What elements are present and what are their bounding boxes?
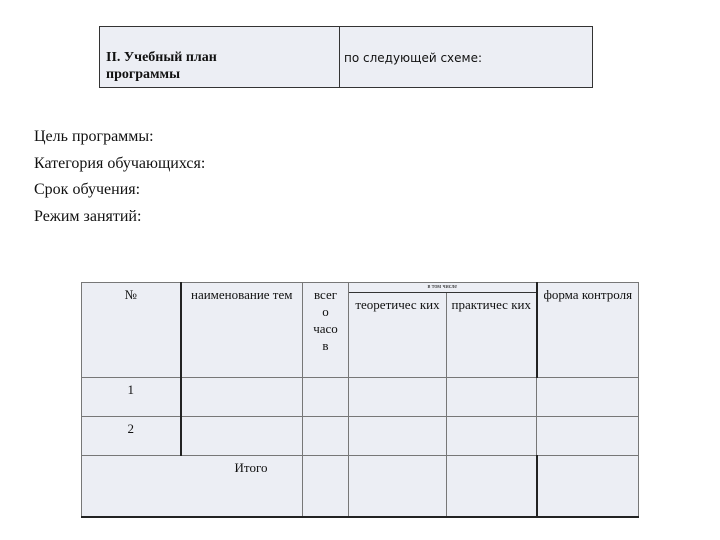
col-header-including: в том числе — [349, 283, 537, 293]
col-header-topic-name: наименование тем — [181, 283, 303, 378]
practice-hours-cell — [447, 378, 537, 417]
topic-name-cell — [181, 378, 303, 417]
program-info — [34, 124, 205, 230]
row-number-cell: 1 — [82, 378, 181, 417]
col-header-control-form: форма контроля — [537, 283, 639, 378]
col-header-practice: практичес ких — [447, 293, 537, 378]
row-number-cell: 2 — [82, 417, 181, 456]
control-form-cell — [537, 417, 639, 456]
total-hours-cell — [303, 378, 349, 417]
section-scheme-cell: по следующей схеме: — [344, 51, 483, 65]
table-row — [82, 417, 639, 456]
control-form-cell — [537, 456, 639, 518]
section-title-line2: программы — [106, 67, 180, 82]
section-header-table — [99, 26, 593, 88]
class-schedule-label: Режим занятий: — [34, 207, 142, 225]
control-form-cell — [537, 378, 639, 417]
total-label-cell: Итого — [82, 456, 303, 518]
table-row — [82, 378, 639, 417]
topic-name-cell — [181, 417, 303, 456]
practice-hours-cell — [447, 456, 537, 518]
table-row-total — [82, 456, 639, 518]
col-header-number: № — [82, 283, 181, 378]
curriculum-table — [81, 282, 639, 518]
total-hours-cell — [303, 456, 349, 518]
section-title-line1: II. Учебный план — [106, 50, 217, 65]
practice-hours-cell — [447, 417, 537, 456]
theory-hours-cell — [349, 378, 447, 417]
theory-hours-cell — [349, 417, 447, 456]
student-category-label: Категория обучающихся: — [34, 154, 206, 172]
theory-hours-cell — [349, 456, 447, 518]
program-goal-label: Цель программы: — [34, 128, 154, 145]
section-title-cell — [100, 27, 340, 87]
col-header-total-hours: всег о часо в — [303, 283, 349, 378]
study-duration-label: Срок обучения: — [34, 181, 141, 198]
col-header-theory: теоретичес ких — [349, 293, 447, 378]
total-hours-cell — [303, 417, 349, 456]
